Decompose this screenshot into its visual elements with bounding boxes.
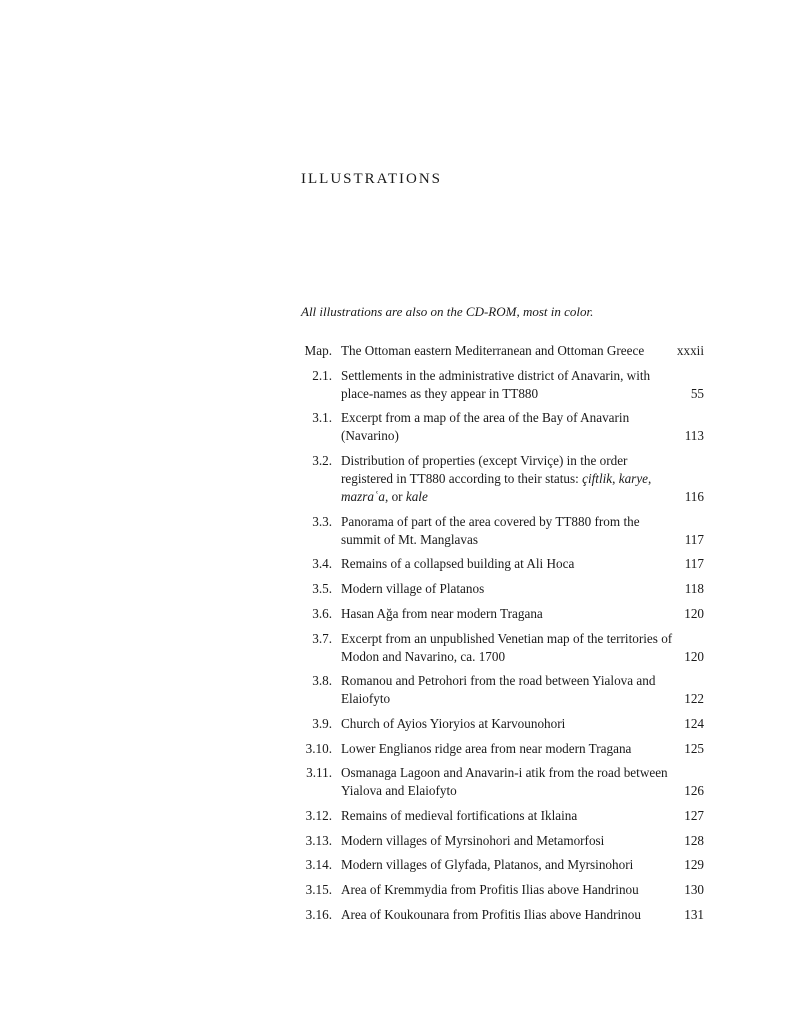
entry-number: 3.13. [305, 832, 332, 848]
entry-number: 3.14. [305, 857, 332, 873]
list-item [300, 342, 704, 360]
list-item [300, 513, 704, 549]
entry-title: Area of Kremmydia from Profitis Ilias above Handrinou [341, 882, 639, 897]
entry-page: 130 [684, 882, 704, 897]
entry-title-text: Distribution of properties (except Virviçe) in the order registered in TT880 according to their status: [341, 453, 628, 487]
entry-page: 127 [684, 807, 704, 823]
entry-title: Modern villages of Myrsinohori and Metamorfosi [341, 832, 605, 848]
entry-number: 3.1. [312, 410, 332, 426]
entry-number: 3.12. [305, 807, 332, 823]
entry-title-separator: , [612, 471, 619, 487]
entry-number: 3.2. [312, 453, 332, 469]
entry-title: Osmanaga Lagoon and Anavarin-i atik from the road between Yialova and Elaiofyto [341, 765, 668, 799]
entry-number: 3.6. [312, 605, 332, 621]
entry-title: The Ottoman eastern Mediterranean and Ottoman Greece [341, 343, 645, 358]
list-item [300, 367, 704, 403]
entry-title-italic: mazraʿa [341, 489, 385, 505]
page-title: ILLUSTRATIONS [301, 171, 442, 187]
entry-page: 117 [684, 531, 704, 547]
entry-title-separator: , [648, 471, 652, 487]
entry-page: 113 [684, 428, 704, 444]
entry-title: Excerpt from an unpublished Venetian map of the territories of Modon and Navarino, ca. 1700 [341, 630, 673, 664]
entry-page: 131 [684, 906, 704, 922]
entry-title: Lower Englianos ridge area from near modern Tragana [341, 740, 632, 756]
entry-title: Hasan Ağa from near modern Tragana [341, 605, 543, 621]
entry-title: Panorama of part of the area covered by TT880 from the summit of Mt. Manglavas [341, 513, 640, 547]
entry-page: 126 [684, 783, 704, 799]
entry-title: Settlements in the administrative district of Anavarin, with place-names as they appear in TT880 [341, 367, 651, 401]
entry-number: 3.8. [312, 673, 332, 689]
entry-title-italic: kale [405, 489, 428, 505]
entry-title: Modern villages of Glyfada, Platanos, and Myrsinohori [341, 857, 634, 873]
entry-number: 3.10. [305, 740, 332, 756]
list-item [300, 881, 704, 899]
entry-page: 120 [684, 648, 704, 664]
entry-page: 128 [684, 832, 704, 848]
entry-title: Remains of medieval fortifications at Iklaina [341, 807, 578, 823]
list-item [300, 630, 704, 666]
entry-number: 3.4. [312, 556, 332, 572]
list-item [300, 906, 704, 924]
list-item [300, 715, 704, 733]
entry-page: xxxii [676, 343, 704, 358]
entry-title-italic: çiftlik [582, 471, 613, 487]
entry-number: 3.15. [305, 882, 332, 897]
entry-number: 3.16. [305, 906, 332, 922]
entry-page: 55 [690, 385, 704, 401]
entry-page: 118 [684, 581, 704, 597]
entry-title: Modern village of Platanos [341, 581, 485, 597]
list-item [300, 605, 704, 623]
entry-number: 2.1. [312, 367, 332, 383]
entry-number: 3.7. [312, 630, 332, 646]
list-item [300, 832, 704, 850]
entry-title: Excerpt from a map of the area of the Bay of Anavarin (Navarino) [341, 410, 630, 444]
entry-title-italic: karye [618, 471, 649, 487]
entry-page: 129 [684, 857, 704, 873]
entry-title: Romanou and Petrohori from the road between Yialova and Elaiofyto [341, 673, 656, 707]
entry-number: 3.3. [312, 513, 332, 529]
list-item [300, 409, 704, 445]
entry-page: 116 [684, 489, 704, 505]
list-item [300, 452, 704, 506]
entry-page: 125 [684, 740, 704, 756]
entry-page: 122 [684, 691, 704, 707]
entry-page: 117 [684, 556, 704, 572]
entry-number: Map. [304, 343, 332, 358]
list-item [300, 580, 704, 598]
list-item [300, 740, 704, 758]
entry-title: Church of Ayios Yioryios at Karvounohori [341, 715, 566, 731]
list-item [300, 807, 704, 825]
entry-title: Remains of a collapsed building at Ali Hoca [341, 556, 575, 572]
entry-title [332, 452, 685, 506]
entry-title-separator: , or [384, 489, 406, 505]
entry-title: Area of Koukounara from Profitis Ilias above Handrinou [341, 906, 641, 922]
list-item [300, 856, 704, 874]
entry-page: 120 [684, 605, 704, 621]
list-item [300, 672, 704, 708]
entry-number: 3.9. [312, 715, 332, 731]
cd-rom-note: All illustrations are also on the CD-ROM, most in color. [301, 304, 594, 319]
entry-page: 124 [684, 715, 704, 731]
entry-number: 3.11. [306, 765, 332, 781]
list-item [300, 764, 704, 800]
list-item [300, 555, 704, 573]
illustrations-list [300, 342, 704, 930]
entry-number: 3.5. [312, 581, 332, 597]
